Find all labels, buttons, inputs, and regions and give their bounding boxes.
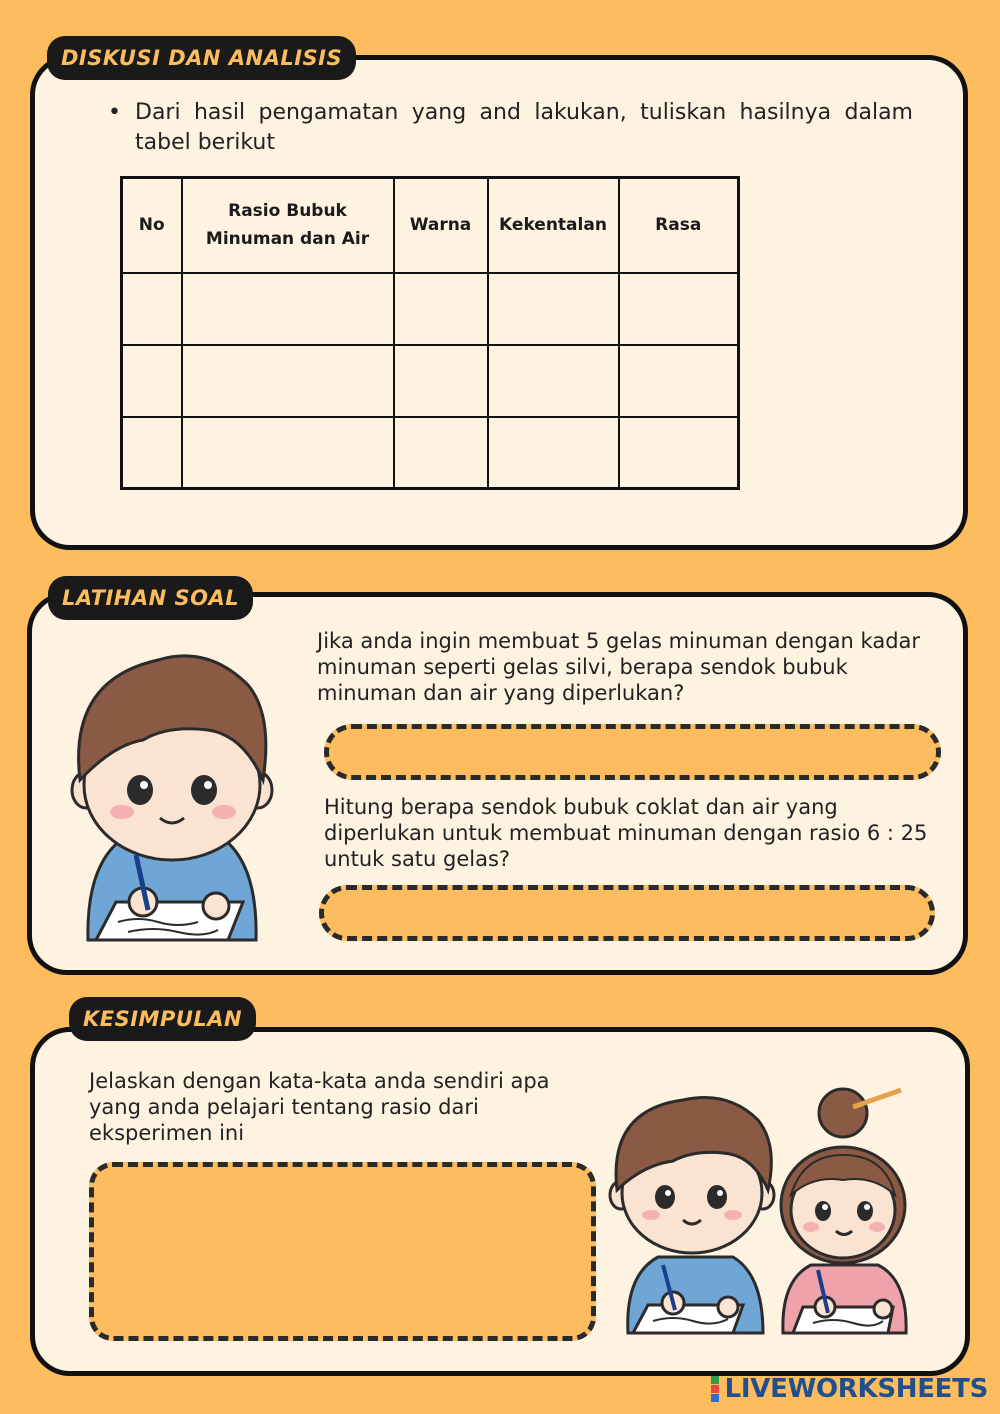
analysis-title: DISKUSI DAN ANALISIS [47, 36, 356, 80]
bullet-icon: • [108, 100, 121, 125]
table-cell[interactable] [619, 417, 739, 489]
observation-table [120, 176, 740, 490]
analysis-instruction [108, 98, 913, 158]
table-cell[interactable] [488, 417, 619, 489]
header-taste: Rasa [619, 178, 739, 273]
conclusion-prompt: Jelaskan dengan kata-kata anda sendiri apa yang anda pelajari tentang rasio dari eksperimen ini [89, 1069, 550, 1145]
table-cell[interactable] [122, 417, 182, 489]
table-cell[interactable] [122, 273, 182, 345]
table-cell[interactable] [182, 345, 394, 417]
table-header-row [122, 178, 739, 273]
liveworksheets-logo [711, 1374, 988, 1404]
instruction-text: Dari hasil pengamatan yang and lakukan, tuliskan hasilnya dalam tabel berikut [135, 100, 913, 155]
question-1: Jika anda ingin membuat 5 gelas minuman dengan kadar minuman seperti gelas silvi, berapa sendok bubuk minuman dan air yang diperlukan? [317, 629, 921, 705]
header-ratio: Rasio Bubuk Minuman dan Air [182, 178, 394, 273]
table-row [122, 417, 739, 489]
table-cell[interactable] [182, 273, 394, 345]
table-cell[interactable] [488, 273, 619, 345]
header-color: Warna [394, 178, 488, 273]
table-cell[interactable] [619, 345, 739, 417]
table-cell[interactable] [122, 345, 182, 417]
liveworksheets-mark-icon [711, 1376, 719, 1402]
brand-name: LIVEWORKSHEETS [724, 1374, 988, 1404]
question-2: Hitung berapa sendok bubuk coklat dan air yang diperlukan untuk membuat minuman dengan rasio 6 : 25 untuk satu gelas? [324, 795, 928, 871]
table-cell[interactable] [182, 417, 394, 489]
answer-box-1[interactable] [324, 724, 941, 780]
table-cell[interactable] [394, 417, 488, 489]
answer-box-2[interactable] [319, 885, 935, 941]
boy-writing-illustration [58, 640, 283, 945]
table-cell[interactable] [394, 345, 488, 417]
table-cell[interactable] [488, 345, 619, 417]
table-row [122, 273, 739, 345]
conclusion-title: KESIMPULAN [69, 997, 256, 1041]
conclusion-answer-box[interactable] [89, 1162, 596, 1341]
exercise-title: LATIHAN SOAL [48, 576, 253, 620]
header-thickness: Kekentalan [488, 178, 619, 273]
table-cell[interactable] [394, 273, 488, 345]
table-row [122, 345, 739, 417]
kids-writing-illustration [603, 1085, 918, 1335]
table-cell[interactable] [619, 273, 739, 345]
header-no: No [122, 178, 182, 273]
